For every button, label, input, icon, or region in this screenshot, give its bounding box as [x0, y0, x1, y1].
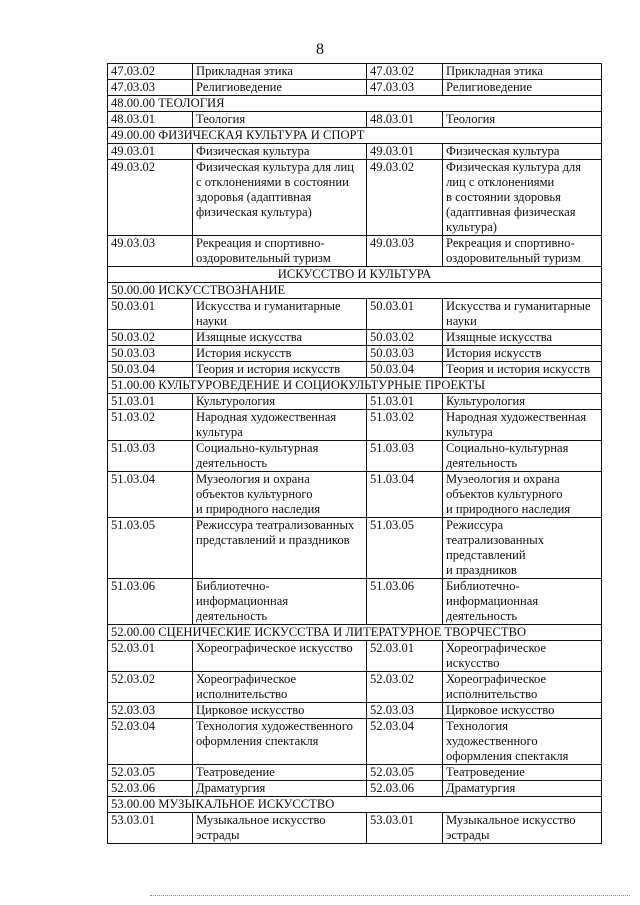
old-name-cell: Культурология [193, 394, 367, 410]
old-name-cell: Библиотечно- информационная деятельность [193, 579, 367, 625]
specialties-table [107, 63, 602, 844]
new-code-cell: 52.03.05 [367, 765, 443, 781]
old-code-cell: 50.03.03 [108, 346, 193, 362]
new-code-cell: 52.03.06 [367, 781, 443, 797]
new-code-cell: 51.03.03 [367, 441, 443, 472]
section-heading: 48.00.00 ТЕОЛОГИЯ [108, 96, 602, 112]
old-name-cell: Рекреация и спортивно- оздоровительный туризм [193, 236, 367, 267]
old-name-cell: Религиоведение [193, 80, 367, 96]
page-number: 8 [316, 41, 324, 58]
old-name-cell: Физическая культура для лиц с отклонениями в состоянии здоровья (адаптивная физическая культура) [193, 160, 367, 236]
table-row [108, 579, 602, 625]
table-row [108, 362, 602, 378]
old-name-cell: Искусства и гуманитарные науки [193, 299, 367, 330]
old-name-cell: Цирковое искусство [193, 703, 367, 719]
table-row [108, 410, 602, 441]
new-name-cell: Рекреация и спортивно- оздоровительный туризм [443, 236, 602, 267]
old-code-cell: 52.03.03 [108, 703, 193, 719]
new-name-cell: Музеология и охрана объектов культурного и природного наследия [443, 472, 602, 518]
table-row [108, 346, 602, 362]
new-name-cell: История искусств [443, 346, 602, 362]
new-code-cell: 50.03.03 [367, 346, 443, 362]
old-code-cell: 51.03.02 [108, 410, 193, 441]
old-name-cell: История искусств [193, 346, 367, 362]
new-code-cell: 52.03.02 [367, 672, 443, 703]
new-name-cell: Библиотечно- информационная деятельность [443, 579, 602, 625]
old-name-cell: Режиссура театрализованных представлений и праздников [193, 518, 367, 579]
table-row [108, 112, 602, 128]
old-code-cell: 52.03.02 [108, 672, 193, 703]
new-code-cell: 49.03.02 [367, 160, 443, 236]
new-code-cell: 47.03.02 [367, 64, 443, 80]
table-row [108, 441, 602, 472]
new-name-cell: Религиоведение [443, 80, 602, 96]
table-row [108, 641, 602, 672]
group-heading: ИСКУССТВО И КУЛЬТУРА [108, 267, 602, 283]
old-code-cell: 49.03.02 [108, 160, 193, 236]
old-code-cell: 51.03.06 [108, 579, 193, 625]
new-name-cell: Хореографическое искусство [443, 641, 602, 672]
old-code-cell: 51.03.03 [108, 441, 193, 472]
section-heading-row [108, 797, 602, 813]
old-name-cell: Театроведение [193, 765, 367, 781]
new-code-cell: 51.03.06 [367, 579, 443, 625]
old-name-cell: Музеология и охрана объектов культурного и природного наследия [193, 472, 367, 518]
old-name-cell: Теория и история искусств [193, 362, 367, 378]
old-code-cell: 53.03.01 [108, 813, 193, 844]
section-heading-row [108, 283, 602, 299]
old-name-cell: Теология [193, 112, 367, 128]
table-row [108, 472, 602, 518]
new-name-cell: Искусства и гуманитарные науки [443, 299, 602, 330]
old-name-cell: Социально-культурная деятельность [193, 441, 367, 472]
old-name-cell: Музыкальное искусство эстрады [193, 813, 367, 844]
old-code-cell: 52.03.06 [108, 781, 193, 797]
old-code-cell: 47.03.02 [108, 64, 193, 80]
new-name-cell: Театроведение [443, 765, 602, 781]
table-row [108, 518, 602, 579]
scan-edge-line [150, 895, 630, 896]
old-name-cell: Изящные искусства [193, 330, 367, 346]
old-name-cell: Физическая культура [193, 144, 367, 160]
old-code-cell: 50.03.01 [108, 299, 193, 330]
new-code-cell: 52.03.01 [367, 641, 443, 672]
table-row [108, 80, 602, 96]
new-name-cell: Технология художественного оформления спектакля [443, 719, 602, 765]
section-heading: 52.00.00 СЦЕНИЧЕСКИЕ ИСКУССТВА И ЛИТЕРАТУРНОЕ ТВОРЧЕСТВО [108, 625, 602, 641]
new-code-cell: 47.03.03 [367, 80, 443, 96]
new-name-cell: Режиссура театрализованных представлений и праздников [443, 518, 602, 579]
old-code-cell: 47.03.03 [108, 80, 193, 96]
table-row [108, 719, 602, 765]
old-code-cell: 50.03.02 [108, 330, 193, 346]
table-row [108, 330, 602, 346]
new-name-cell: Культурология [443, 394, 602, 410]
new-code-cell: 52.03.04 [367, 719, 443, 765]
section-heading: 53.00.00 МУЗЫКАЛЬНОЕ ИСКУССТВО [108, 797, 602, 813]
new-code-cell: 51.03.01 [367, 394, 443, 410]
new-code-cell: 49.03.03 [367, 236, 443, 267]
old-name-cell: Технология художественного оформления спектакля [193, 719, 367, 765]
section-heading-row [108, 96, 602, 112]
group-heading-row [108, 267, 602, 283]
table-row [108, 299, 602, 330]
section-heading: 51.00.00 КУЛЬТУРОВЕДЕНИЕ И СОЦИОКУЛЬТУРНЫЕ ПРОЕКТЫ [108, 378, 602, 394]
new-code-cell: 50.03.04 [367, 362, 443, 378]
old-name-cell: Хореографическое исполнительство [193, 672, 367, 703]
new-name-cell: Музыкальное искусство эстрады [443, 813, 602, 844]
new-name-cell: Драматургия [443, 781, 602, 797]
old-name-cell: Драматургия [193, 781, 367, 797]
section-heading-row [108, 378, 602, 394]
table-row [108, 236, 602, 267]
section-heading: 49.00.00 ФИЗИЧЕСКАЯ КУЛЬТУРА И СПОРТ [108, 128, 602, 144]
old-code-cell: 51.03.01 [108, 394, 193, 410]
new-code-cell: 53.03.01 [367, 813, 443, 844]
old-code-cell: 49.03.01 [108, 144, 193, 160]
section-heading-row [108, 625, 602, 641]
new-name-cell: Теология [443, 112, 602, 128]
table-body [108, 64, 602, 844]
old-code-cell: 50.03.04 [108, 362, 193, 378]
new-name-cell: Прикладная этика [443, 64, 602, 80]
new-name-cell: Цирковое искусство [443, 703, 602, 719]
new-name-cell: Социально-культурная деятельность [443, 441, 602, 472]
new-name-cell: Теория и история искусств [443, 362, 602, 378]
table-row [108, 394, 602, 410]
old-code-cell: 52.03.04 [108, 719, 193, 765]
section-heading-row [108, 128, 602, 144]
new-name-cell: Физическая культура [443, 144, 602, 160]
table-row [108, 813, 602, 844]
new-code-cell: 52.03.03 [367, 703, 443, 719]
new-code-cell: 48.03.01 [367, 112, 443, 128]
table-row [108, 672, 602, 703]
old-code-cell: 51.03.05 [108, 518, 193, 579]
table-row [108, 64, 602, 80]
new-name-cell: Хореографическое исполнительство [443, 672, 602, 703]
new-code-cell: 50.03.02 [367, 330, 443, 346]
table-row [108, 144, 602, 160]
old-code-cell: 51.03.04 [108, 472, 193, 518]
new-name-cell: Физическая культура для лиц с отклонениями в состоянии здоровья (адаптивная физическая культура) [443, 160, 602, 236]
old-name-cell: Прикладная этика [193, 64, 367, 80]
old-code-cell: 48.03.01 [108, 112, 193, 128]
table-row [108, 765, 602, 781]
old-name-cell: Хореографическое искусство [193, 641, 367, 672]
new-name-cell: Народная художественная культура [443, 410, 602, 441]
new-code-cell: 51.03.02 [367, 410, 443, 441]
old-code-cell: 52.03.01 [108, 641, 193, 672]
new-code-cell: 49.03.01 [367, 144, 443, 160]
old-name-cell: Народная художественная культура [193, 410, 367, 441]
new-code-cell: 51.03.04 [367, 472, 443, 518]
new-code-cell: 51.03.05 [367, 518, 443, 579]
section-heading: 50.00.00 ИСКУССТВОЗНАНИЕ [108, 283, 602, 299]
old-code-cell: 52.03.05 [108, 765, 193, 781]
table-row [108, 160, 602, 236]
old-code-cell: 49.03.03 [108, 236, 193, 267]
table-row [108, 781, 602, 797]
table-row [108, 703, 602, 719]
new-name-cell: Изящные искусства [443, 330, 602, 346]
new-code-cell: 50.03.01 [367, 299, 443, 330]
